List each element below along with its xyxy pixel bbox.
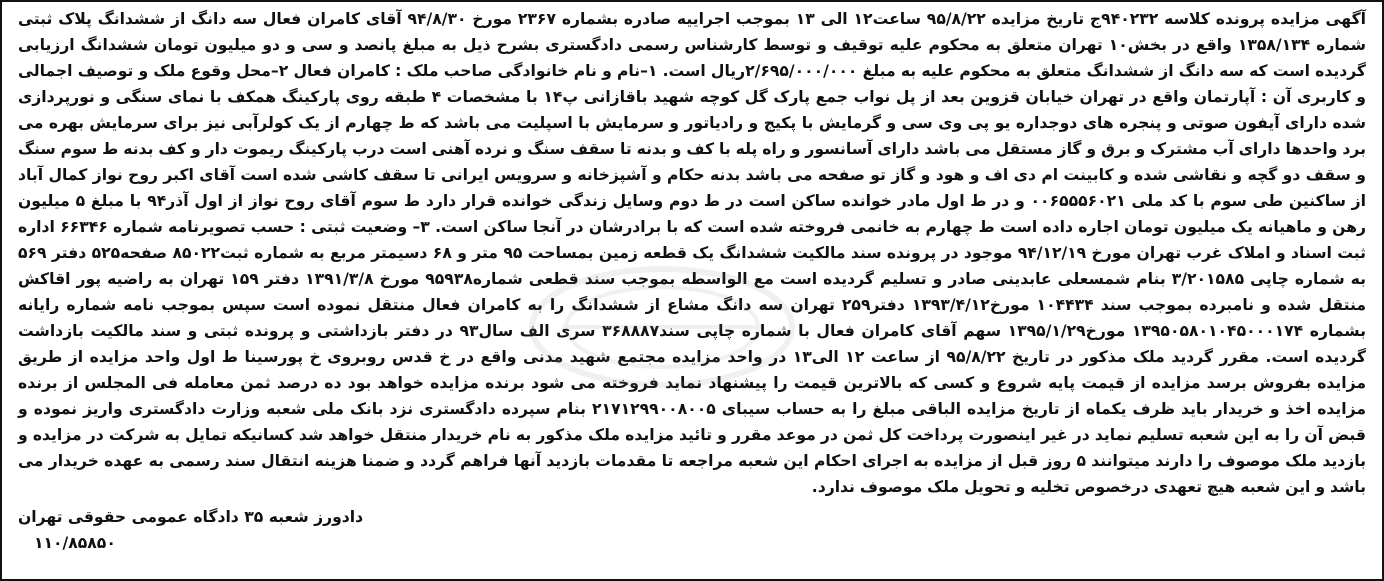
notice-footer — [18, 504, 1366, 556]
signature-block — [18, 504, 363, 556]
notice-body-text: آگهی مزایده پرونده کلاسه ۹۴۰۲۳۲ج تاریخ مزایده ۹۵/۸/۲۲ ساعت۱۲ الی ۱۳ بموجب اجراییه صادره بشماره ۲۳۶۷ مورخ ۹۴/۸/۳۰ آقای کامران فعال سه دانگ از ششدانگ پلاک ثبتی شماره ۱۳۵۸/۱۳۴ واقع در بخش۱۰ تهران متعلق به محکوم علیه توقیف و توسط کارشناس رسمی دادگستری بشرح ذیل به مبلغ پانصد و سی و دو میلیون تومان ششدانگ ارزیابی گردیده است که سه دانگ از ششدانگ متعلق به محکوم علیه به مبلغ ۲/۶۹۵/۰۰۰/۰۰۰ریال است. ۱–نام و نام خانوادگی صاحب ملک : کامران فعال ۲–محل وقوع ملک و توصیف اجمالی و کاربری آن : آپارتمان واقع در تهران خیابان قزوین بعد از پل نواب جمع پارک گل کوچه شهید باقازانی پ۱۴ با مشخصات ۴ طبقه روی پارکینگ همکف با نمای سنگی و نورپردازی شده دارای آیفون صوتی و پنجره های دوجداره یو پی وی سی و گرمایش با پکیج و رادیاتور و سرمایش با اسپلیت می باشد که ط چهارم از یک کولرآبی نیز برای سرمایش بهره می برد واحدها دارای آب مشترک و برق و گاز مستقل می باشد دارای آسانسور و راه پله با کف و بدنه تا سقف سنگ و نرده آهنی است درب پارکینگ ریموت دار و کف بدنه ط سوم سنگ و سقف دو گچه و نقاشی شده و کابینت ام دی اف و هود و گاز تو صفحه می باشد بدنه حکام و آشپزخانه و سرویس ایرانی تا سقف کاشی شده است آقای اکبر روح نواز کمال آباد از ساکنین طی سوم با کد ملی ۰۰۶۵۵۵۶۰۲۱ و در ط اول مادر خوانده ساکن است در ط دوم وسایل زندگی خوانده قرار دارد ط سوم آقای روح نواز از اول آذر۹۴ با مبلغ ۵ میلیون رهن و ماهیانه یک میلیون تومان اجاره داده است ط چهارم به خانمی فروخته شده است که با برادرشان در آنجا ساکن است. ۳– وضعیت ثبتی : حسب تصویرنامه شماره ۶۶۳۴۶ اداره ثبت اسناد و املاک غرب تهران مورخ ۹۴/۱۲/۱۹ موجود در پرونده سند مالکیت ششدانگ یک قطعه زمین بمساحت ۹۵ متر و ۶۸ دسیمتر مربع به شماره ثبت۸۵۰۲۲ صفحه۵۲۵ دفتر ۵۶۹ به شماره چاپی ۳/۲۰۱۵۸۵ بنام شمسعلی عابدینی صادر و تسلیم گردیده است مع الواسطه بموجب سند قطعی شماره۹۵۹۳۸ مورخ ۱۳۹۱/۳/۸ دفتر ۱۵۹ تهران به راضیه پور اقاکش منتقل شده و نامبرده بموجب سند ۱۰۴۴۳۴ مورخ۱۳۹۳/۴/۱۲ دفتر۲۵۹ تهران سه دانگ مشاع از ششدانگ را به کامران فعال منتقل نموده است سپس بموجب نامه شماره رایانه بشماره ۱۳۹۵۰۵۸۰۱۰۴۵۰۰۰۱۷۴ مورخ۱۳۹۵/۱/۲۹ سهم آقای کامران فعال با شماره چاپی سند۳۶۸۸۸۷ سری الف سال۹۳ در دفتر بازداشتی و پرونده ثبتی و سند مالکیت بازداشت گردیده است. مقرر گردید ملک مذکور در تاریخ ۹۵/۸/۲۲ از ساعت ۱۲ الی۱۳ در واحد مزایده مجتمع شهید مدنی واقع در خ قدس روبروی خ پورسینا ط اول واحد مزایده از طریق مزایده بفروش برسد مزایده از قیمت پایه شروع و کسی که بالاترین قیمت را پیشنهاد نماید فروخته می شود برنده مزایده خواهد بود ده درصد ثمن معامله فی المجلس از برنده مزایده اخذ و خریدار باید ظرف یکماه از تاریخ مزایده الباقی مبلغ را به حساب سیبای ۲۱۷۱۲۹۹۰۰۸۰۰۵ بنام سپرده دادگستری نزد بانک ملی شعبه وزارت دادگستری واریز نموده و قبض آن را به این شعبه تسلیم نماید در غیر اینصورت پرداخت کل ثمن در موعد مقرر و تائید مزایده ملک مذکور به نام خریدار منتقل خواهد شد کسانیکه تمایل به شرکت در مزایده و بازدید ملک موصوف را دارند میتوانند ۵ روز قبل از مزایده به اجرای احکام این شعبه مراجعه تا مقدمات بازدید آنها فراهم گردد و ضمنا هزینه انتقال سند رسمی به عهده خریدار می باشد و این شعبه هیچ تعهدی درخصوص تخلیه و تحویل ملک موصوف ندارد. — [18, 10, 1367, 496]
reference-number: ۱۱۰/۸۵۸۵۰ — [34, 534, 116, 552]
issuer-signature: دادورز شعبه ۳۵ دادگاه عمومی حقوقی تهران — [18, 508, 364, 526]
